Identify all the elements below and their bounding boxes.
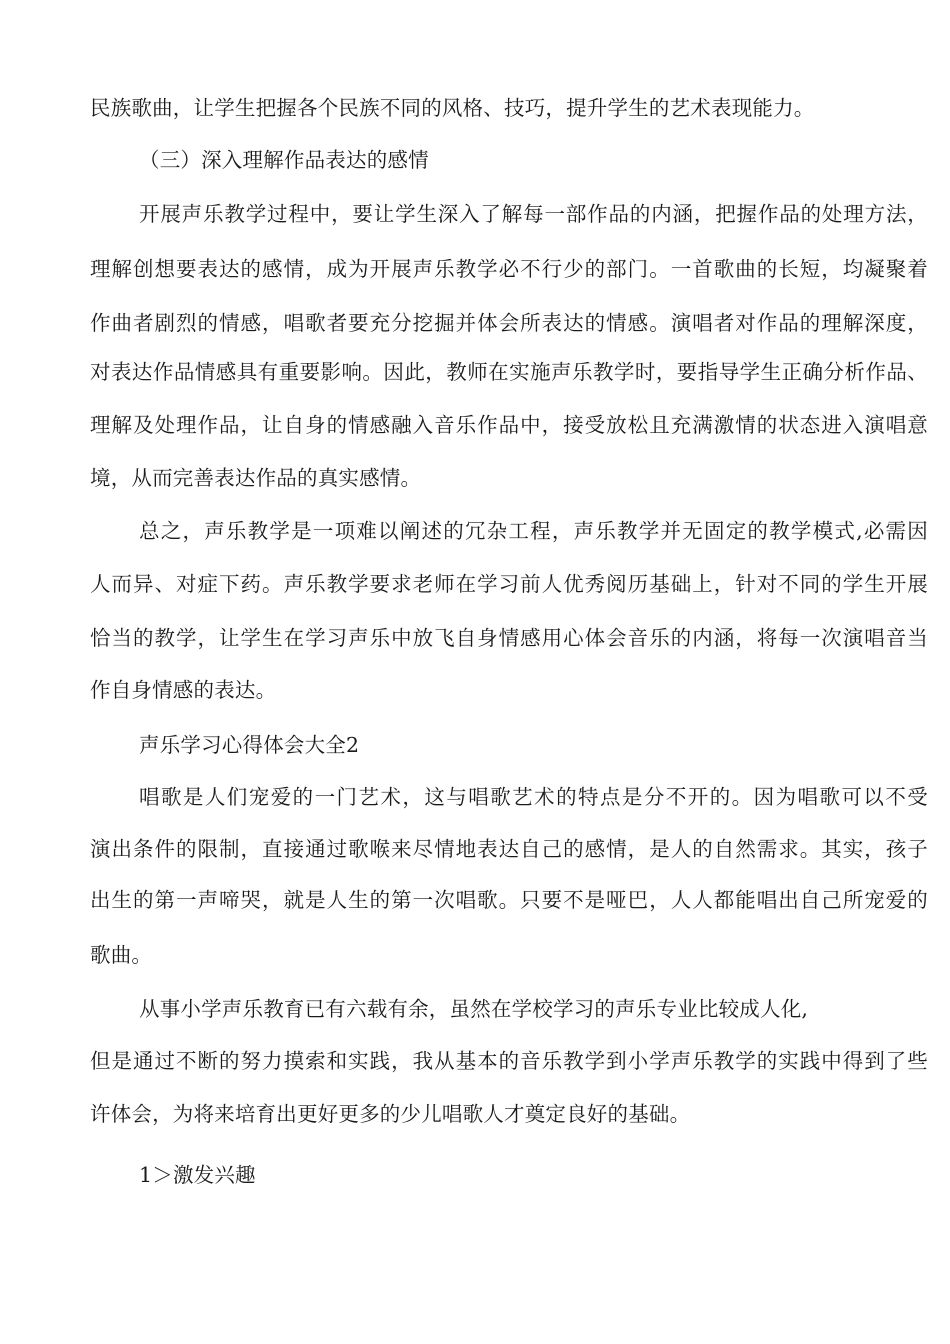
paragraph-line: 出生的第一声啼哭，就是人生的第一次唱歌。只要不是哑巴，人人都能唱出自己所宠爱的 xyxy=(90,888,928,912)
paragraph-line: 恰当的教学，让学生在学习声乐中放飞自身情感用心体会音乐的内涵，将每一次演唱音当 xyxy=(90,626,928,650)
paragraph-line: 对表达作品情感具有重要影响。因此，教师在实施声乐教学时，要指导学生正确分析作品、 xyxy=(90,360,928,384)
paragraph-line: 唱歌是人们宠爱的一门艺术，这与唱歌艺术的特点是分不开的。因为唱歌可以不受 xyxy=(139,785,928,809)
paragraph-line: 理解创想要表达的感情，成为开展声乐教学必不行少的部门。一首歌曲的长短，均凝聚着 xyxy=(90,257,928,281)
paragraph-line: 境，从而完善表达作品的真实感情。 xyxy=(90,466,422,490)
paragraph-line: 理解及处理作品，让自身的情感融入音乐作品中，接受放松且充满激情的状态进入演唱意 xyxy=(90,413,928,437)
paragraph-line: 许体会，为将来培育出更好更多的少儿唱歌人才奠定良好的基础。 xyxy=(90,1102,691,1126)
section-heading: 1＞激发兴趣 xyxy=(139,1163,256,1187)
paragraph-line: 作曲者剧烈的情感，唱歌者要充分挖掘并体会所表达的情感。演唱者对作品的理解深度， xyxy=(90,311,928,335)
section-heading: （三）深入理解作品表达的感情 xyxy=(139,148,429,172)
section-heading: 声乐学习心得体会大全2 xyxy=(139,733,360,757)
paragraph-line: 歌曲。 xyxy=(90,943,153,967)
paragraph-line: 演出条件的限制，直接通过歌喉来尽情地表达自己的感情，是人的自然需求。其实，孩子 xyxy=(90,837,928,861)
paragraph-line: 但是通过不断的努力摸索和实践，我从基本的音乐教学到小学声乐教学的实践中得到了些 xyxy=(90,1049,928,1073)
paragraph-line: 民族歌曲，让学生把握各个民族不同的风格、技巧，提升学生的艺术表现能力。 xyxy=(90,96,815,120)
paragraph-line: 总之，声乐教学是一项难以阐述的冗杂工程，声乐教学并无固定的教学模式,必需因 xyxy=(139,519,928,543)
paragraph-line: 人而异、对症下药。声乐教学要求老师在学习前人优秀阅历基础上，针对不同的学生开展 xyxy=(90,572,928,596)
paragraph-line: 开展声乐教学过程中，要让学生深入了解每一部作品的内涵，把握作品的处理方法， xyxy=(139,202,928,226)
paragraph-line: 作自身情感的表达。 xyxy=(90,678,277,702)
paragraph-line: 从事小学声乐教育已有六载有余，虽然在学校学习的声乐专业比较成人化, xyxy=(139,997,809,1021)
